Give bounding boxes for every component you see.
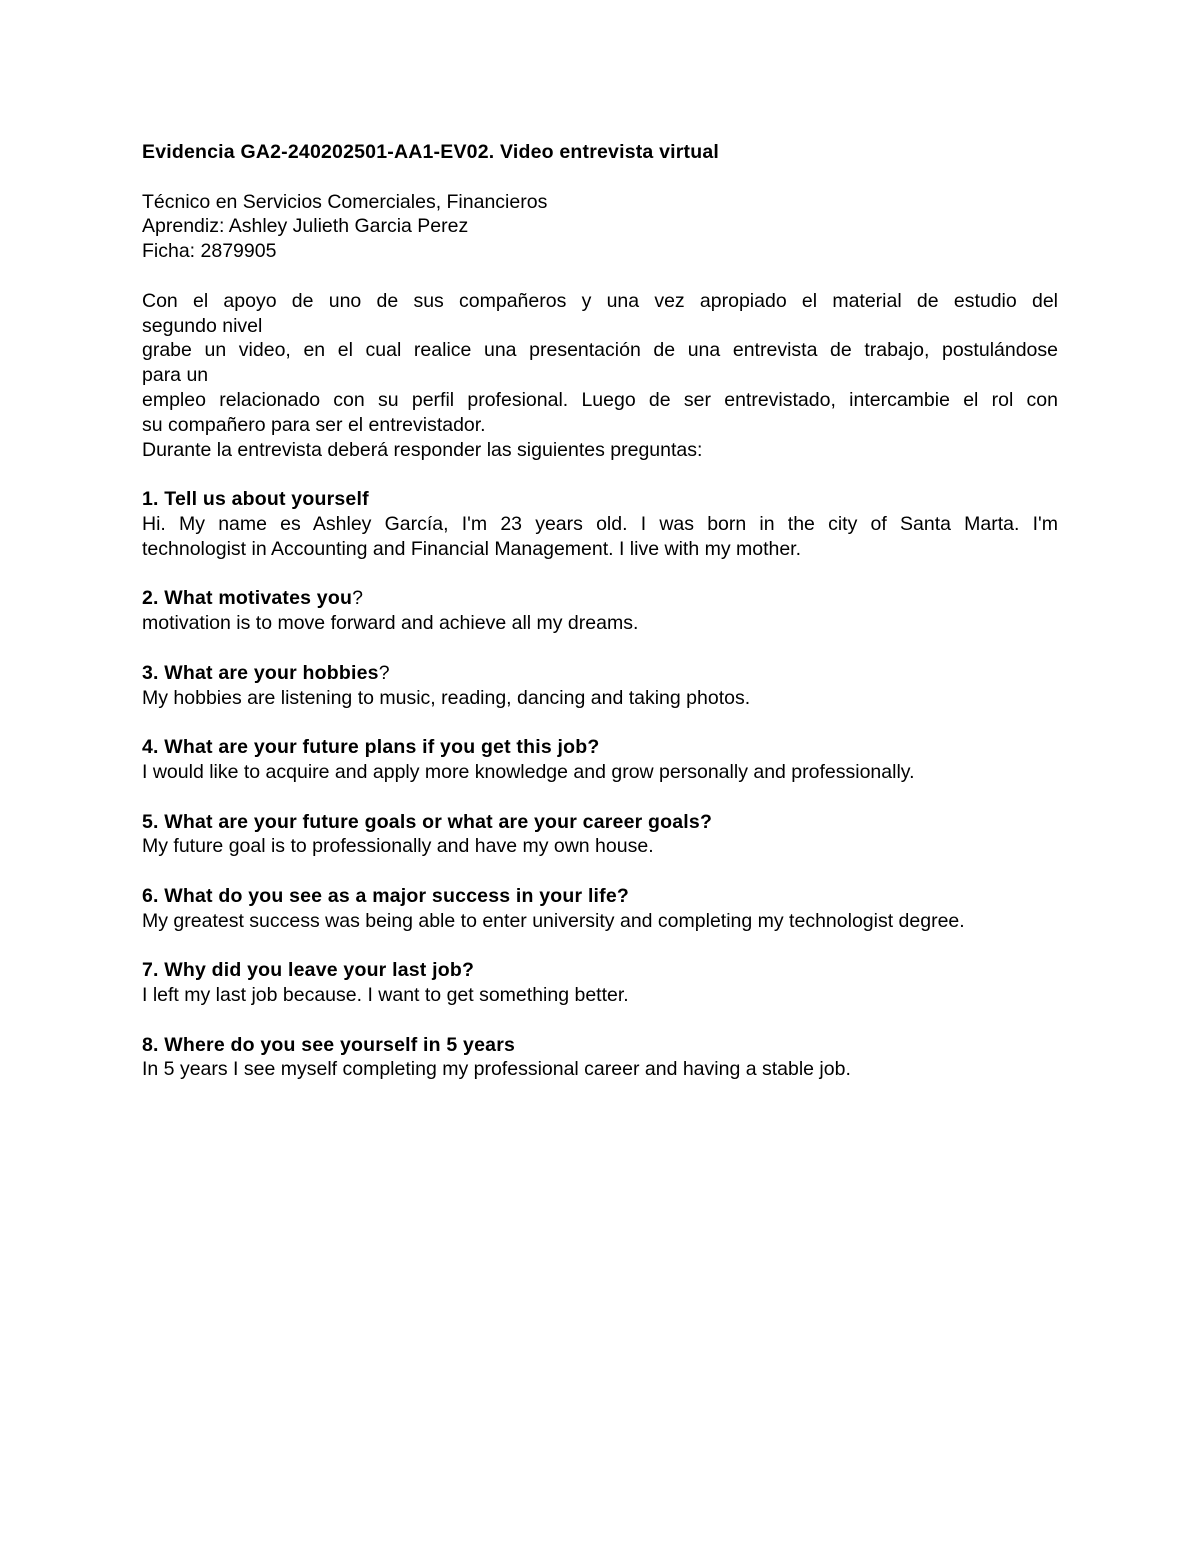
question-text: 7. Why did you leave your last job? bbox=[142, 959, 475, 982]
question-text: 2. What motivates you bbox=[142, 587, 353, 610]
spacer bbox=[142, 562, 1058, 587]
answer-8: In 5 years I see myself completing my professional career and having a stable job. bbox=[142, 1058, 851, 1081]
instructions-line: grabe un video, en el cual realice una presentación de una entrevista de trabajo, postulándose bbox=[142, 339, 1058, 362]
question-text: 8. Where do you see yourself in 5 years bbox=[142, 1033, 516, 1056]
spacer bbox=[142, 785, 1058, 810]
question-2 bbox=[142, 586, 1058, 611]
answer-1-line: Hi. My name es Ashley García, I'm 23 years old. I was born in the city of Santa Marta. I'm bbox=[142, 512, 1058, 535]
document-page bbox=[142, 140, 1058, 1082]
ficha-number: Ficha: 2879905 bbox=[142, 240, 277, 263]
spacer bbox=[142, 636, 1058, 661]
instructions-line: para un bbox=[142, 364, 209, 387]
question-3 bbox=[142, 661, 1058, 686]
answer-4: I would like to acquire and apply more knowledge and grow personally and professionally. bbox=[142, 760, 915, 783]
question-4 bbox=[142, 735, 1058, 760]
question-1 bbox=[142, 487, 1058, 512]
answer-2: motivation is to move forward and achieve all my dreams. bbox=[142, 612, 639, 635]
instructions-line: Con el apoyo de uno de sus compañeros y una vez apropiado el material de estudio del bbox=[142, 289, 1058, 312]
spacer bbox=[142, 710, 1058, 735]
instructions-line: segundo nivel bbox=[142, 314, 263, 337]
program-name: Técnico en Servicios Comerciales, Financieros bbox=[142, 190, 548, 213]
question-5 bbox=[142, 810, 1058, 835]
spacer bbox=[142, 1008, 1058, 1033]
spacer bbox=[142, 934, 1058, 959]
question-mark: ? bbox=[378, 661, 390, 684]
question-6 bbox=[142, 884, 1058, 909]
learner-name: Aprendiz: Ashley Julieth Garcia Perez bbox=[142, 215, 469, 238]
answer-6: My greatest success was being able to enter university and completing my technologist degree. bbox=[142, 909, 965, 932]
spacer bbox=[142, 462, 1058, 487]
spacer bbox=[142, 859, 1058, 884]
answer-1-line: technologist in Accounting and Financial Management. I live with my mother. bbox=[142, 537, 802, 560]
question-text: 5. What are your future goals or what are your career goals? bbox=[142, 810, 713, 833]
question-mark: ? bbox=[352, 587, 363, 610]
question-text: 6. What do you see as a major success in your life? bbox=[142, 884, 630, 907]
document-title: Evidencia GA2-240202501-AA1-EV02. Video entrevista virtual bbox=[142, 141, 720, 163]
question-7 bbox=[142, 958, 1058, 983]
spacer bbox=[142, 165, 1058, 190]
answer-5: My future goal is to professionally and have my own house. bbox=[142, 835, 654, 858]
question-8 bbox=[142, 1033, 1058, 1058]
instructions-line: empleo relacionado con su perfil profesional. Luego de ser entrevistado, intercambie el rol con bbox=[142, 388, 1058, 411]
question-text: 1. Tell us about yourself bbox=[142, 488, 369, 511]
answer-3: My hobbies are listening to music, reading, dancing and taking photos. bbox=[142, 686, 751, 709]
spacer bbox=[142, 264, 1058, 289]
question-text: 4. What are your future plans if you get this job? bbox=[142, 736, 600, 759]
instructions-line: su compañero para ser el entrevistador. bbox=[142, 413, 486, 436]
answer-7: I left my last job because. I want to get something better. bbox=[142, 984, 629, 1007]
question-text: 3. What are your hobbies bbox=[142, 661, 379, 684]
instructions-line: Durante la entrevista deberá responder las siguientes preguntas: bbox=[142, 438, 703, 461]
